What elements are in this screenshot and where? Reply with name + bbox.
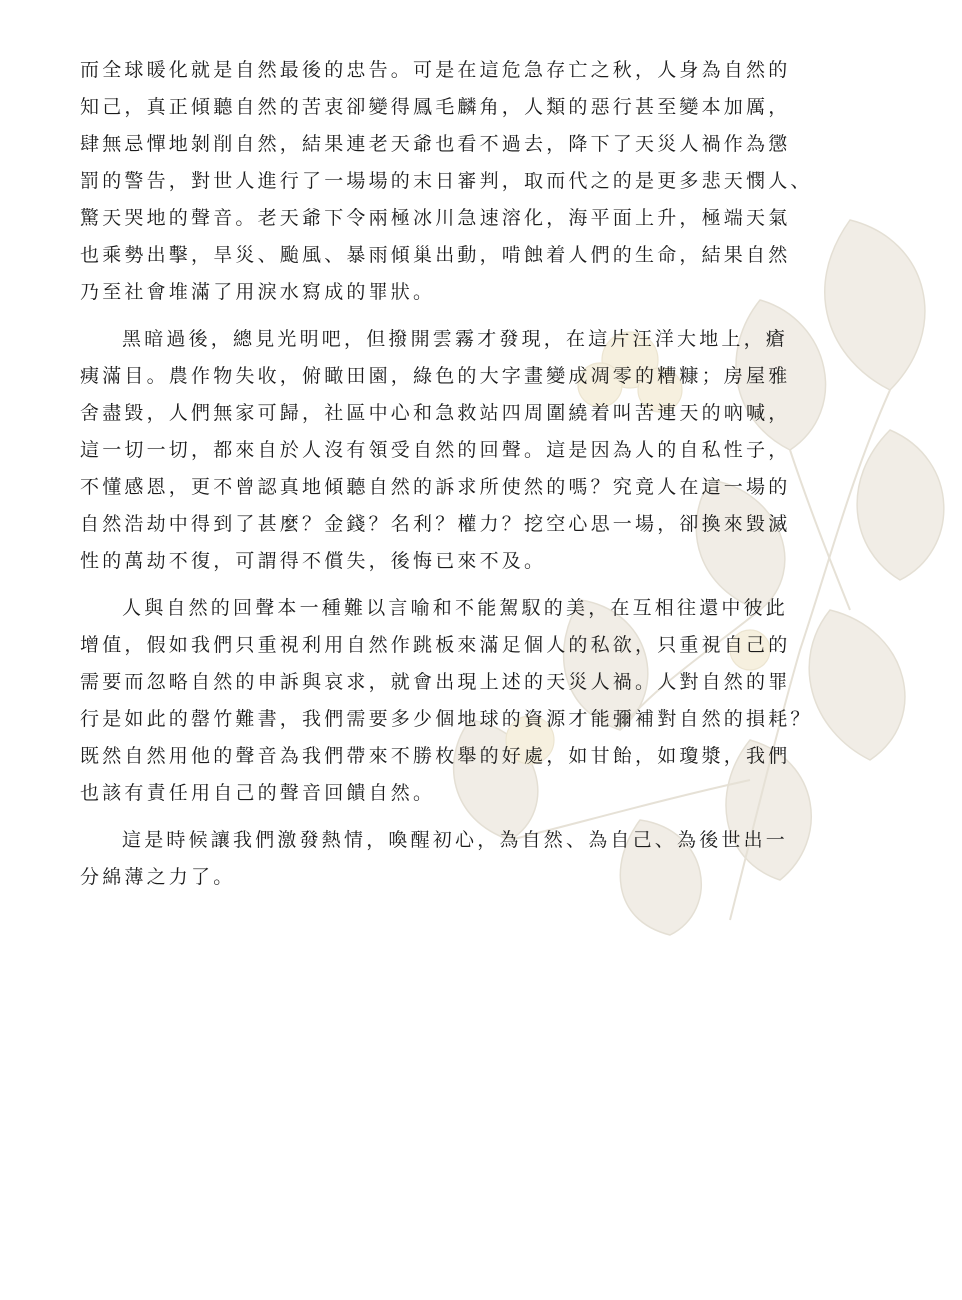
text-line: 痍滿目。農作物失收，俯瞰田園，綠色的大字畫變成凋零的糟糠；房屋雅 bbox=[80, 365, 791, 387]
paragraph-4 bbox=[80, 822, 910, 896]
text-line: 乃至社會堆滿了用淚水寫成的罪狀。 bbox=[80, 281, 436, 303]
text-line: 需要而忽略自然的申訴與哀求，就會出現上述的天災人禍。人對自然的罪 bbox=[80, 671, 791, 693]
text-line: 不懂感恩，更不曾認真地傾聽自然的訴求所使然的嗎？究竟人在這一場的 bbox=[80, 476, 791, 498]
article-body bbox=[80, 52, 910, 906]
text-line: 自然浩劫中得到了甚麼？金錢？名利？權力？挖空心思一場，卻換來毀滅 bbox=[80, 513, 791, 535]
text-line: 舍盡毀，人們無家可歸，社區中心和急救站四周圍繞着叫苦連天的吶喊， bbox=[80, 402, 791, 424]
text-line: 驚天哭地的聲音。老天爺下令兩極冰川急速溶化，海平面上升，極端天氣 bbox=[80, 207, 791, 229]
text-line: 肆無忌憚地剝削自然，結果連老天爺也看不過去，降下了天災人禍作為懲 bbox=[80, 133, 791, 155]
text-line: 增值，假如我們只重視利用自然作跳板來滿足個人的私欲，只重視自己的 bbox=[80, 634, 791, 656]
paragraph-1 bbox=[80, 52, 910, 311]
text-line: 性的萬劫不復，可謂得不償失，後悔已來不及。 bbox=[80, 550, 547, 572]
text-line: 也該有責任用自己的聲音回饋自然。 bbox=[80, 782, 436, 804]
text-line: 分綿薄之力了。 bbox=[80, 866, 236, 888]
paragraph-2 bbox=[80, 321, 910, 580]
text-line: 黑暗過後，總見光明吧，但撥開雲霧才發現，在這片汪洋大地上，瘡 bbox=[122, 328, 789, 350]
text-line: 行是如此的罄竹難書，我們需要多少個地球的資源才能彌補對自然的損耗？ bbox=[80, 708, 813, 730]
text-line: 這是時候讓我們激發熱情，喚醒初心，為自然、為自己、為後世出一 bbox=[122, 829, 789, 851]
paragraph-3 bbox=[80, 590, 910, 812]
text-line: 也乘勢出擊，旱災、颱風、暴雨傾巢出動，啃蝕着人們的生命，結果自然 bbox=[80, 244, 791, 266]
text-line: 這一切一切，都來自於人沒有領受自然的回聲。這是因為人的自私性子， bbox=[80, 439, 791, 461]
text-line: 既然自然用他的聲音為我們帶來不勝枚舉的好處，如甘飴，如瓊漿，我們 bbox=[80, 745, 791, 767]
text-line: 人與自然的回聲本一種難以言喻和不能駕馭的美，在互相往還中彼此 bbox=[122, 597, 789, 619]
text-line: 而全球暖化就是自然最後的忠告。可是在這危急存亡之秋，人身為自然的 bbox=[80, 59, 791, 81]
text-line: 罰的警告，對世人進行了一場場的末日審判，取而代之的是更多悲天憫人、 bbox=[80, 170, 813, 192]
text-line: 知己，真正傾聽自然的苦衷卻變得鳳毛麟角，人類的惡行甚至變本加厲， bbox=[80, 96, 791, 118]
